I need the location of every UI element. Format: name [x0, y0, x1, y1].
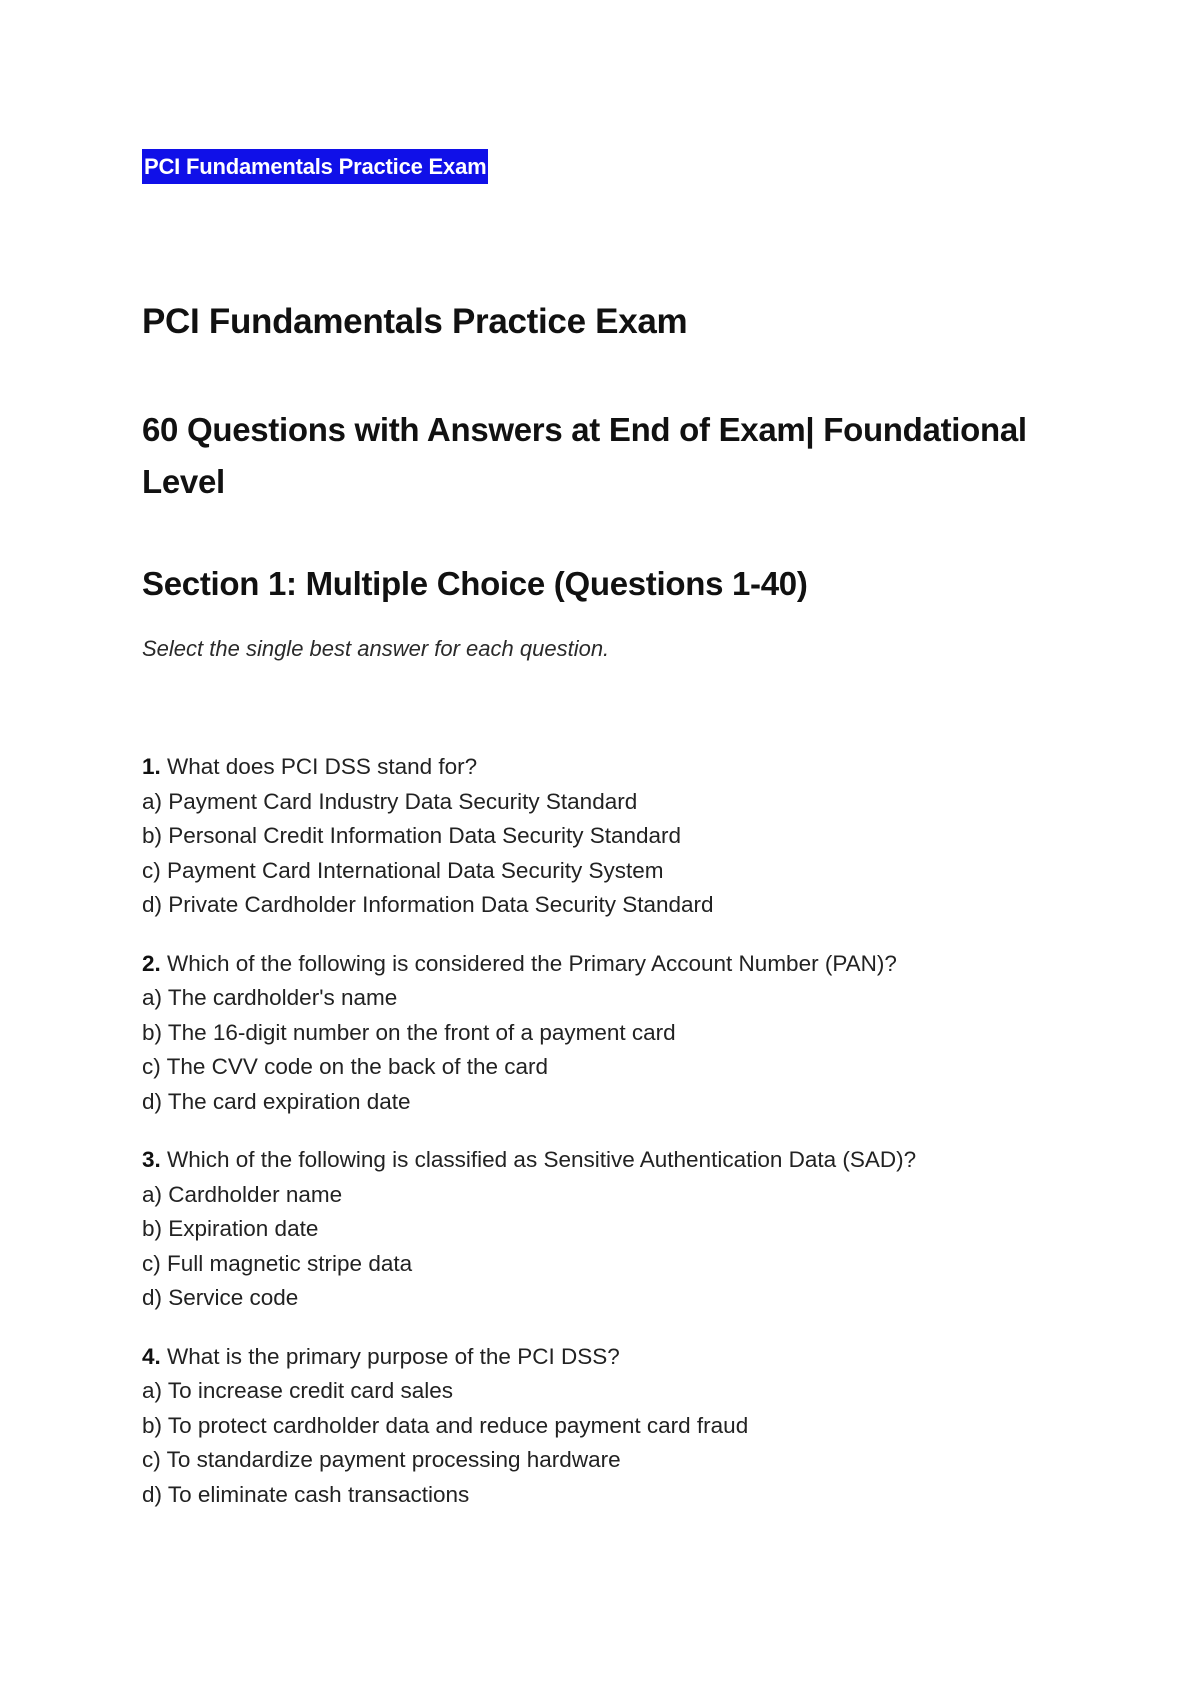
instructions-text: Select the single best answer for each question.	[142, 636, 610, 661]
answer-option: b) The 16-digit number on the front of a payment card	[142, 1019, 676, 1045]
question-prompt	[142, 1340, 1092, 1375]
answer-option: a) Cardholder name	[142, 1181, 343, 1207]
question-text: What is the primary purpose of the PCI DSS?	[167, 1343, 620, 1369]
answer-option: c) To standardize payment processing hardware	[142, 1447, 621, 1472]
answer-option: d) To eliminate cash transactions	[142, 1481, 470, 1507]
highlighted-title[interactable]: PCI Fundamentals Practice Exam	[142, 149, 488, 184]
answer-option: b) Expiration date	[142, 1216, 319, 1241]
question-number: 3.	[142, 1147, 161, 1172]
answer-option: a) Payment Card Industry Data Security Standard	[142, 788, 638, 814]
question-number: 4.	[142, 1343, 161, 1369]
question-4	[142, 1340, 1092, 1513]
answer-option: c) Full magnetic stripe data	[142, 1250, 413, 1276]
question-prompt	[142, 750, 1092, 785]
answer-option: d) Service code	[142, 1285, 299, 1310]
question-text: What does PCI DSS stand for?	[167, 754, 478, 779]
answer-option: b) To protect cardholder data and reduce payment card fraud	[142, 1412, 749, 1438]
answer-option: c) The CVV code on the back of the card	[142, 1054, 549, 1079]
question-prompt	[142, 947, 1092, 982]
question-2	[142, 947, 1092, 1120]
question-number: 2.	[142, 950, 161, 976]
question-text: Which of the following is considered the Primary Account Number (PAN)?	[167, 950, 897, 976]
question-1	[142, 750, 1092, 923]
answer-option: d) Private Cardholder Information Data Security Standard	[142, 892, 714, 917]
question-prompt	[142, 1143, 1092, 1178]
answer-option: a) The cardholder's name	[142, 985, 398, 1010]
answer-option: b) Personal Credit Information Data Security Standard	[142, 823, 682, 848]
document-title: PCI Fundamentals Practice Exam	[142, 302, 688, 341]
answer-option: d) The card expiration date	[142, 1088, 411, 1114]
question-number: 1.	[142, 754, 161, 779]
document-subtitle: 60 Questions with Answers at End of Exam| Foundational Level	[142, 411, 1027, 500]
answer-option: c) Payment Card International Data Security System	[142, 857, 664, 883]
question-3	[142, 1143, 1092, 1316]
section-heading: Section 1: Multiple Choice (Questions 1-40)	[142, 565, 808, 602]
question-list	[142, 750, 1092, 1536]
question-text: Which of the following is classified as Sensitive Authentication Data (SAD)?	[167, 1147, 917, 1172]
answer-option: a) To increase credit card sales	[142, 1378, 453, 1403]
